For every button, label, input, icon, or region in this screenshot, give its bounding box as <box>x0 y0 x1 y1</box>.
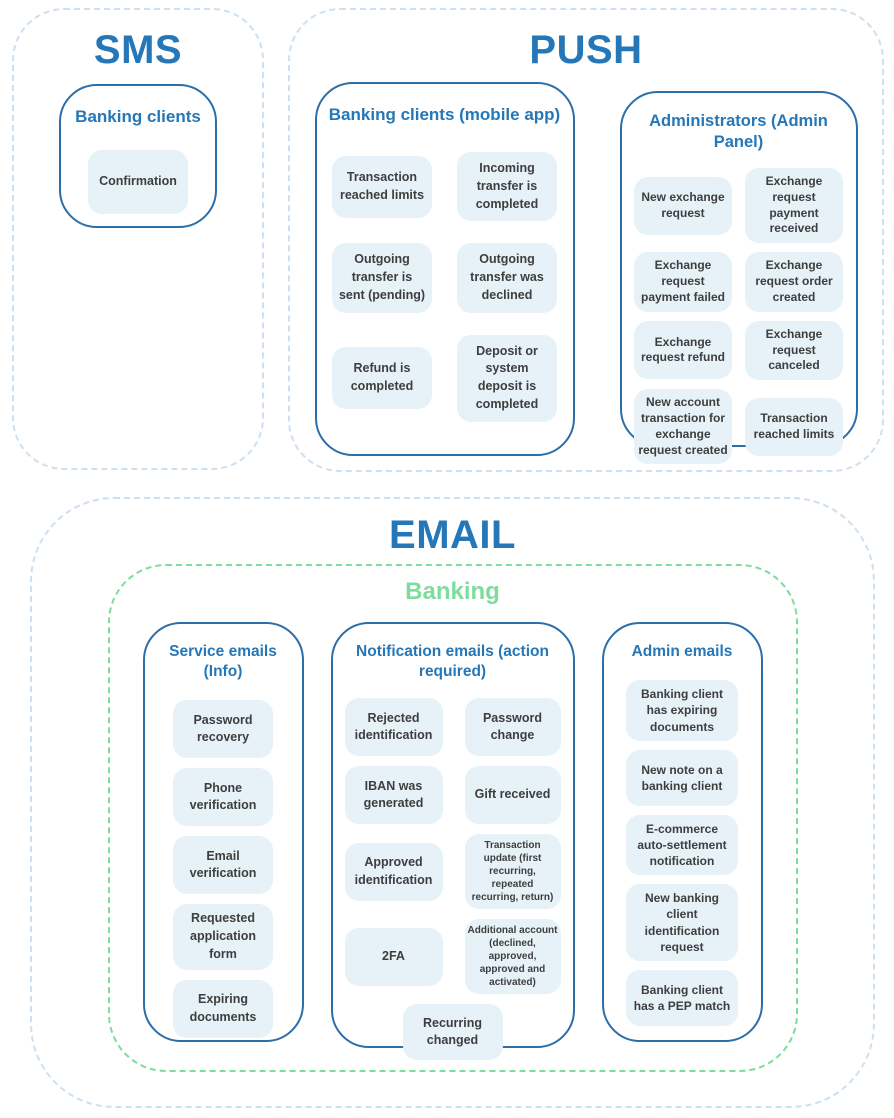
chip: Exchange request payment received <box>745 168 843 243</box>
group-title: Admin emails <box>631 643 733 660</box>
chip: Phone verification <box>173 768 273 826</box>
chip: Incoming transfer is completed <box>457 152 557 221</box>
chip: Transaction reached limits <box>332 156 432 218</box>
chip: Outgoing transfer is sent (pending) <box>332 243 432 312</box>
chip-list <box>145 700 302 1037</box>
email-title: EMAIL <box>389 513 516 557</box>
banking-subsection <box>108 564 798 1072</box>
push-groups <box>290 82 882 456</box>
chip: Expiring documents <box>173 980 273 1038</box>
chip: Deposit or system deposit is completed <box>457 335 557 422</box>
chip-list <box>61 150 215 214</box>
chip: Requested application form <box>173 904 273 969</box>
chip-list <box>604 680 761 1026</box>
banking-subsection-title: Banking <box>405 578 500 605</box>
push-title: PUSH <box>529 28 643 72</box>
group-title: Notification emails (action required) <box>356 643 549 681</box>
group-email-admin <box>602 622 763 1042</box>
chip: New banking client identification request <box>626 884 738 961</box>
chip: New account transaction for exchange request created <box>634 389 732 464</box>
top-row <box>0 0 894 472</box>
chip: E-commerce auto-settlement notification <box>626 815 738 876</box>
sms-title: SMS <box>93 28 183 72</box>
chip: Approved identification <box>345 843 443 901</box>
chip: Transaction reached limits <box>745 398 843 456</box>
chip: Exchange request refund <box>634 321 732 379</box>
chip: Banking client has expiring documents <box>626 680 738 741</box>
chip: IBAN was generated <box>345 766 443 824</box>
group-title: Service emails (Info) <box>169 643 277 681</box>
chip-list <box>333 698 573 1060</box>
chip: Refund is completed <box>332 347 432 409</box>
chip: Transaction update (first recurring, repeated recurring, return) <box>465 834 561 909</box>
group-push-administrators-admin-panel <box>620 91 858 457</box>
sms-groups <box>14 84 262 228</box>
chip: Confirmation <box>88 150 188 214</box>
email-section <box>30 497 875 1108</box>
chip: 2FA <box>345 928 443 986</box>
chip: Banking client has a PEP match <box>626 970 738 1026</box>
push-section <box>288 8 884 472</box>
chip: Password recovery <box>173 700 273 758</box>
chip: Exchange request order created <box>745 252 843 311</box>
chip: Additional account (declined, approved, approved and activated) <box>465 919 561 994</box>
group-title: Banking clients <box>75 107 201 126</box>
group-push-banking-clients-mobile-app <box>315 82 575 456</box>
chip-list <box>317 152 573 422</box>
chip: Password change <box>465 698 561 756</box>
email-groups <box>110 622 796 1048</box>
sms-section <box>12 8 264 470</box>
group-title: Banking clients (mobile app) <box>328 105 561 124</box>
chip: Exchange request payment failed <box>634 252 732 311</box>
chip: Outgoing transfer was declined <box>457 243 557 312</box>
chip: New note on a banking client <box>626 750 738 806</box>
chip: Gift received <box>465 766 561 824</box>
chip: Recurring changed <box>403 1004 503 1060</box>
group-email-notification <box>331 622 575 1048</box>
group-sms-banking-clients <box>59 84 217 228</box>
chip: New exchange request <box>634 177 732 235</box>
chip: Rejected identification <box>345 698 443 756</box>
group-email-service <box>143 622 304 1042</box>
chip: Exchange request canceled <box>745 321 843 380</box>
chip-list <box>622 168 856 465</box>
group-title: Administrators (Admin Panel) <box>649 112 828 152</box>
chip: Email verification <box>173 836 273 894</box>
